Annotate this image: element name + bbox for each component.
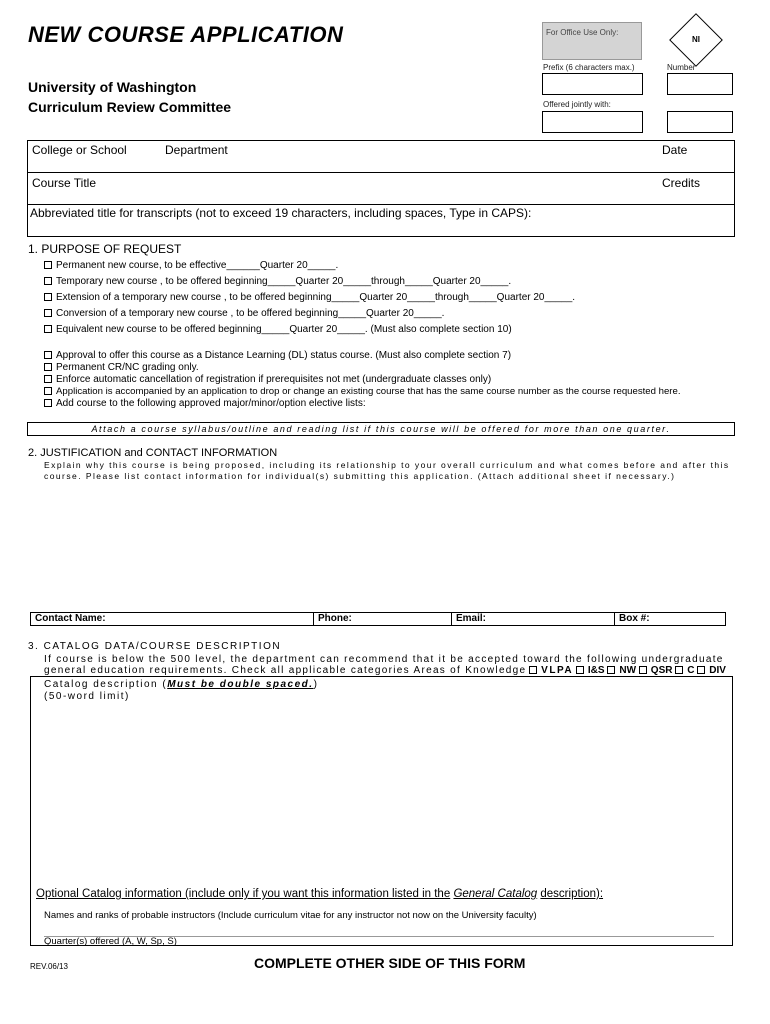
office-use-box [542, 22, 642, 60]
catalog-desc-label: Catalog description (Must be double spaced.) [44, 679, 319, 690]
contact-row[interactable] [30, 612, 726, 626]
checkbox[interactable] [44, 261, 52, 269]
area-nw[interactable]: NW [607, 665, 636, 676]
option-drop-change[interactable]: Application is accompanied by an application to drop or change an existing course that has the same course number as the course requested here. [44, 386, 681, 397]
checkbox[interactable] [44, 309, 52, 317]
offered-jointly-label: Offered jointly with: [543, 100, 611, 109]
checkbox[interactable] [44, 277, 52, 285]
university-name: University of Washington [28, 79, 197, 95]
university-heading [28, 77, 231, 117]
word-limit-label: (50-word limit) [44, 691, 130, 702]
justification-text-2: course. Please list contact information for individual(s) submitting this application. (Attach additional sheet if necessary.) [44, 471, 676, 481]
quarters-label: Quarter(s) offered (A, W, Sp, S) [44, 936, 177, 947]
committee-name: Curriculum Review Committee [28, 99, 232, 115]
option-extension[interactable]: Extension of a temporary new course , to be offered beginning_____Quarter 20_____through_____Quarter 20_____. [44, 292, 575, 303]
checkbox[interactable] [44, 375, 52, 383]
abbrev-title-row[interactable] [27, 204, 735, 237]
abbrev-label: Abbreviated title for transcripts (not to exceed 19 characters, including spaces, Type in CAPS): [30, 206, 532, 220]
option-equivalent[interactable]: Equivalent new course to be offered beginning_____Quarter 20_____. (Must also complete section 10) [44, 324, 512, 335]
checkbox[interactable] [44, 399, 52, 407]
joint-prefix-field[interactable] [542, 111, 643, 133]
catalog-line-2: general education requirements. Check all applicable categories Areas of Knowledge VLPA I&S NW QSR C DIV [44, 665, 726, 676]
diamond-label: NI [692, 35, 700, 44]
option-add-course[interactable]: Add course to the following approved major/minor/option elective lists: [44, 398, 366, 409]
checkbox[interactable] [44, 325, 52, 333]
catalog-line-1: If course is below the 500 level, the department can recommend that it be accepted toward the following undergraduate [44, 654, 724, 665]
area-is[interactable]: I&S [576, 665, 605, 676]
course-title-row[interactable] [27, 172, 735, 205]
section1-heading: 1. PURPOSE OF REQUEST [28, 242, 182, 256]
section2-heading: 2. JUSTIFICATION and CONTACT INFORMATION [28, 447, 278, 459]
optional-catalog-label: Optional Catalog information (include only if you want this information listed in the General Catalog description): [36, 888, 604, 900]
option-temporary[interactable]: Temporary new course , to be offered beginning_____Quarter 20_____through_____Quarter 20_____. [44, 276, 511, 287]
number-field[interactable] [667, 73, 733, 95]
date-label: Date [662, 143, 688, 157]
prefix-label: Prefix (6 characters max.) [543, 63, 635, 72]
option-distance-learning[interactable]: Approval to offer this course as a Distance Learning (DL) status course. (Must also complete section 7) [44, 350, 511, 361]
credits-label: Credits [662, 176, 701, 190]
college-label: College or School [32, 143, 127, 157]
quarters-field[interactable] [190, 945, 714, 946]
department-label: Department [165, 143, 228, 157]
phone-cell[interactable]: Phone: [314, 613, 452, 625]
checkbox[interactable] [44, 293, 52, 301]
form-title: NEW COURSE APPLICATION [28, 22, 344, 47]
area-qsr[interactable]: QSR [639, 665, 673, 676]
college-row[interactable] [27, 140, 735, 173]
prefix-field[interactable] [542, 73, 643, 95]
contact-name-cell[interactable]: Contact Name: [31, 613, 314, 625]
section3-heading: 3. CATALOG DATA/COURSE DESCRIPTION [28, 641, 282, 652]
box-cell[interactable]: Box #: [619, 613, 650, 624]
option-cr-nc[interactable]: Permanent CR/NC grading only. [44, 362, 199, 373]
catalog-box[interactable] [30, 676, 733, 946]
justification-field[interactable] [30, 484, 726, 612]
area-c[interactable]: C [675, 665, 694, 676]
checkbox[interactable] [44, 351, 52, 359]
justification-text-1: Explain why this course is being proposed, including its relationship to your overall curriculum and what comes before and after this [44, 460, 730, 470]
syllabus-notice: Attach a course syllabus/outline and reading list if this course will be offered for more than one quarter. [27, 422, 735, 436]
course-title-label: Course Title [32, 176, 97, 190]
office-use-label: For Office Use Only: [546, 28, 619, 37]
option-enforce-cancellation[interactable]: Enforce automatic cancellation of registration if prerequisites not met (undergraduate classes only) [44, 374, 491, 385]
instructors-label: Names and ranks of probable instructors (Include curriculum vitae for any instructor not now on the University faculty) [44, 910, 537, 921]
checkbox[interactable] [44, 387, 52, 395]
checkbox[interactable] [44, 363, 52, 371]
area-div[interactable]: DIV [697, 665, 726, 676]
option-conversion[interactable]: Conversion of a temporary new course , to be offered beginning_____Quarter 20_____. [44, 308, 444, 319]
revision-label: REV.06/13 [30, 962, 68, 971]
email-cell[interactable]: Email: [452, 613, 615, 625]
complete-other-side: COMPLETE OTHER SIDE OF THIS FORM [254, 955, 526, 971]
option-permanent[interactable]: Permanent new course, to be effective______Quarter 20_____. [44, 260, 338, 271]
number-label: Number [667, 63, 696, 72]
area-vlpa[interactable]: VLPA [529, 665, 573, 676]
joint-number-field[interactable] [667, 111, 733, 133]
